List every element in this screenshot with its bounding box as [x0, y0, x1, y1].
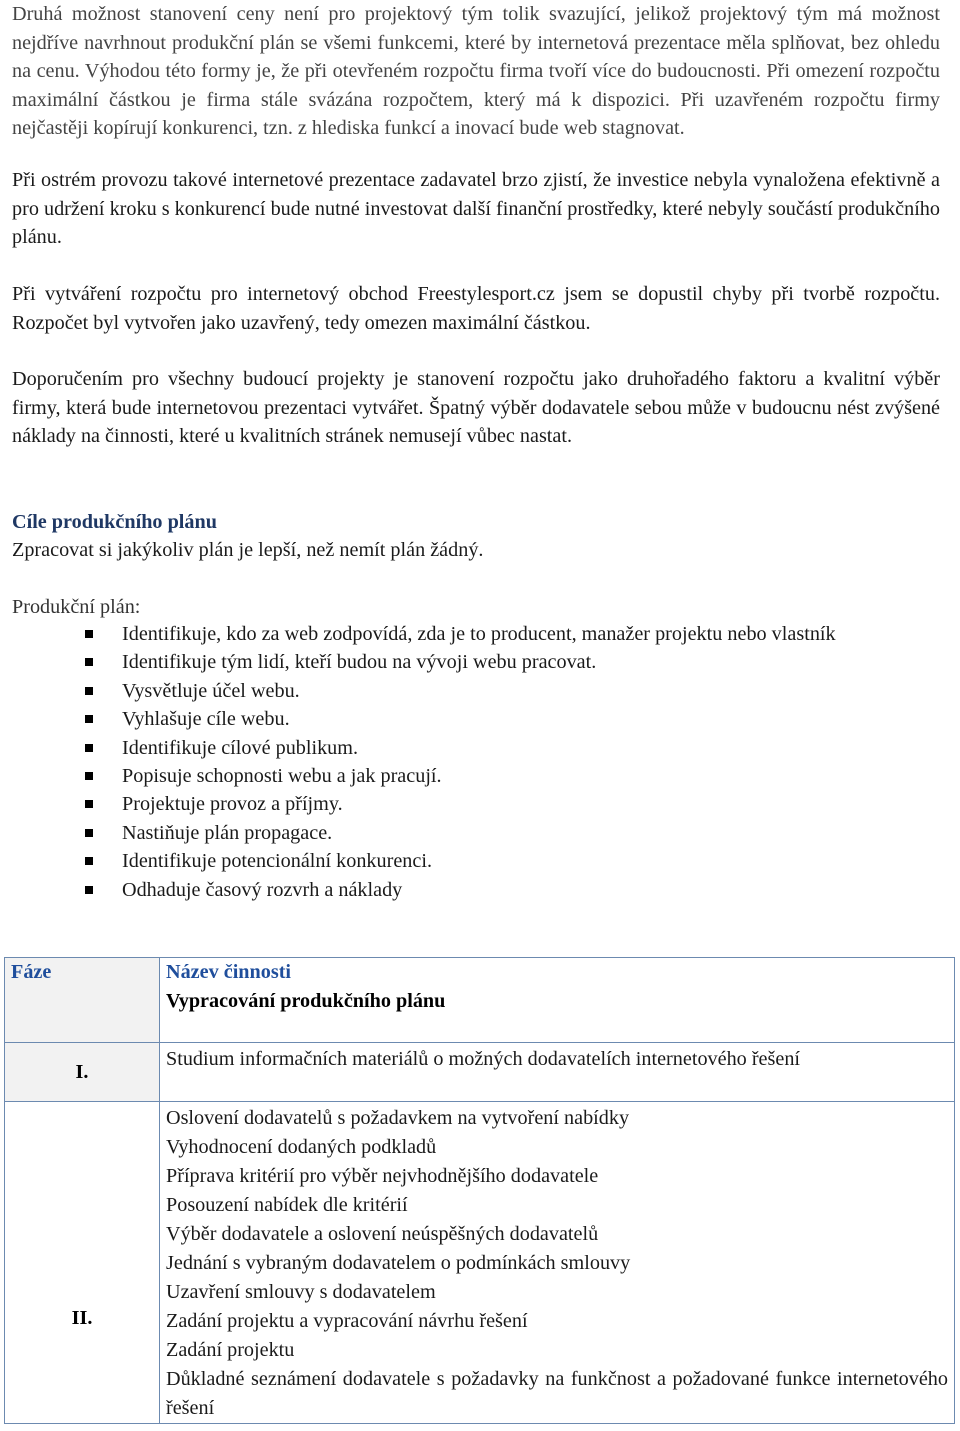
phase-cell-1 [5, 1043, 160, 1102]
header-phase-cell [5, 958, 160, 1043]
plan-bullet-list [12, 620, 942, 904]
list-item: Identifikuje tým lidí, kteří budou na vývoji webu pracovat. [12, 648, 942, 676]
header-sub: Vypracování produkčního plánu [166, 990, 446, 1012]
square-bullet-icon [85, 829, 93, 837]
table-row [5, 1043, 955, 1102]
activity-text: Příprava kritérií pro výběr nejvhodnějšího dodavatele [166, 1165, 599, 1187]
paragraph-budget-options: Druhá možnost stanovení ceny není pro projektový tým tolik svazující, jelikož projektový tým má možnost nejdříve navrhnout produkční plán se všemi funkcemi, které by internetová prezentace měla splňovat, bez ohledu na cenu. Výhodou této formy je, že při otevřeném rozpočtu firma tvoří více do budoucnosti. Při omezení rozpočtu maximální částkou je firma stále svázána rozpočtem, který má k dispozici. Při uzavřeném rozpočtu firmy nejčastěji kopírují konkurenci, tzn. z hlediska funkcí a inovací bude web stagnovat. [12, 3, 940, 140]
activity-text: Zadání projektu [166, 1339, 295, 1361]
activity-table [4, 957, 955, 1424]
list-item: Projektuje provoz a příjmy. [12, 790, 942, 818]
paragraph-plan-intro: Produkční plán: [12, 596, 141, 618]
square-bullet-icon [85, 772, 93, 780]
activity-text: Uzavření smlouvy s dodavatelem [166, 1281, 436, 1303]
paragraph-plan-motto: Zpracovat si jakýkoliv plán je lepší, než nemít plán žádný. [12, 539, 484, 561]
paragraph-operation: Při ostrém provozu takové internetové prezentace zadavatel brzo zjistí, že investice nebyla vynaložena efektivně a pro udržení kroku s konkurencí bude nutné investovat další finanční prostředky, které nebyly součástí produkčního plánu. [12, 169, 940, 249]
activity-text: Oslovení dodavatelů s požadavkem na vytvoření nabídky [166, 1107, 630, 1129]
activity-text: Důkladné seznámení dodavatele s požadavky na funkčnost a požadované funkce internetového řešení [166, 1368, 948, 1419]
list-item: Identifikuje, kdo za web zodpovídá, zda je to producent, manažer projektu nebo vlastník [12, 620, 942, 648]
activity-text: Zadání projektu a vypracování návrhu řešení [166, 1310, 528, 1332]
activity-text: Vyhodnocení dodaných podkladů [166, 1136, 437, 1158]
list-item: Identifikuje cílové publikum. [12, 734, 942, 762]
list-item: Odhaduje časový rozvrh a náklady [12, 876, 942, 904]
phase-label: I. [75, 1060, 89, 1083]
square-bullet-icon [85, 800, 93, 808]
table-row [5, 1102, 955, 1424]
table-header-row [5, 958, 955, 1043]
square-bullet-icon [85, 658, 93, 666]
list-item: Identifikuje potencionální konkurenci. [12, 847, 942, 875]
list-item: Nastiňuje plán propagace. [12, 819, 942, 847]
activity-text: Posouzení nabídek dle kritérií [166, 1194, 408, 1216]
header-name: Název činnosti [166, 961, 292, 983]
section-heading: Cíle produkčního plánu [12, 511, 217, 533]
activity-cell [160, 1102, 955, 1424]
square-bullet-icon [85, 687, 93, 695]
activity-text: Jednání s vybraným dodavatelem o podmínkách smlouvy [166, 1252, 631, 1274]
phase-label: II. [71, 1307, 93, 1329]
header-name-cell [160, 958, 955, 1043]
square-bullet-icon [85, 857, 93, 865]
square-bullet-icon [85, 744, 93, 752]
list-item: Popisuje schopnosti webu a jak pracují. [12, 762, 942, 790]
activity-text: Výběr dodavatele a oslovení neúspěšných dodavatelů [166, 1223, 599, 1245]
paragraph-freestylesport: Při vytváření rozpočtu pro internetový obchod Freestylesport.cz jsem se dopustil chyby při tvorbě rozpočtu. Rozpočet byl vytvořen jako uzavřený, tedy omezen maximální částkou. [12, 283, 940, 334]
header-phase: Fáze [11, 961, 52, 983]
phase-cell-2 [5, 1102, 160, 1424]
square-bullet-icon [85, 630, 93, 638]
paragraph-recommendation: Doporučením pro všechny budoucí projekty je stanovení rozpočtu jako druhořadého faktoru a kvalitní výběr firmy, která bude internetovou prezentaci vytvářet. Špatný výběr dodavatele sebou může v budoucnu nést zvýšené náklady na činnosti, které u kvalitních stránek nemusejí vůbec nastat. [12, 368, 940, 448]
activity-text: Studium informačních materiálů o možných dodavatelích internetového řešení [166, 1048, 801, 1070]
square-bullet-icon [85, 886, 93, 894]
activity-cell [160, 1043, 955, 1102]
list-item: Vyhlašuje cíle webu. [12, 705, 942, 733]
list-item: Vysvětluje účel webu. [12, 677, 942, 705]
square-bullet-icon [85, 715, 93, 723]
